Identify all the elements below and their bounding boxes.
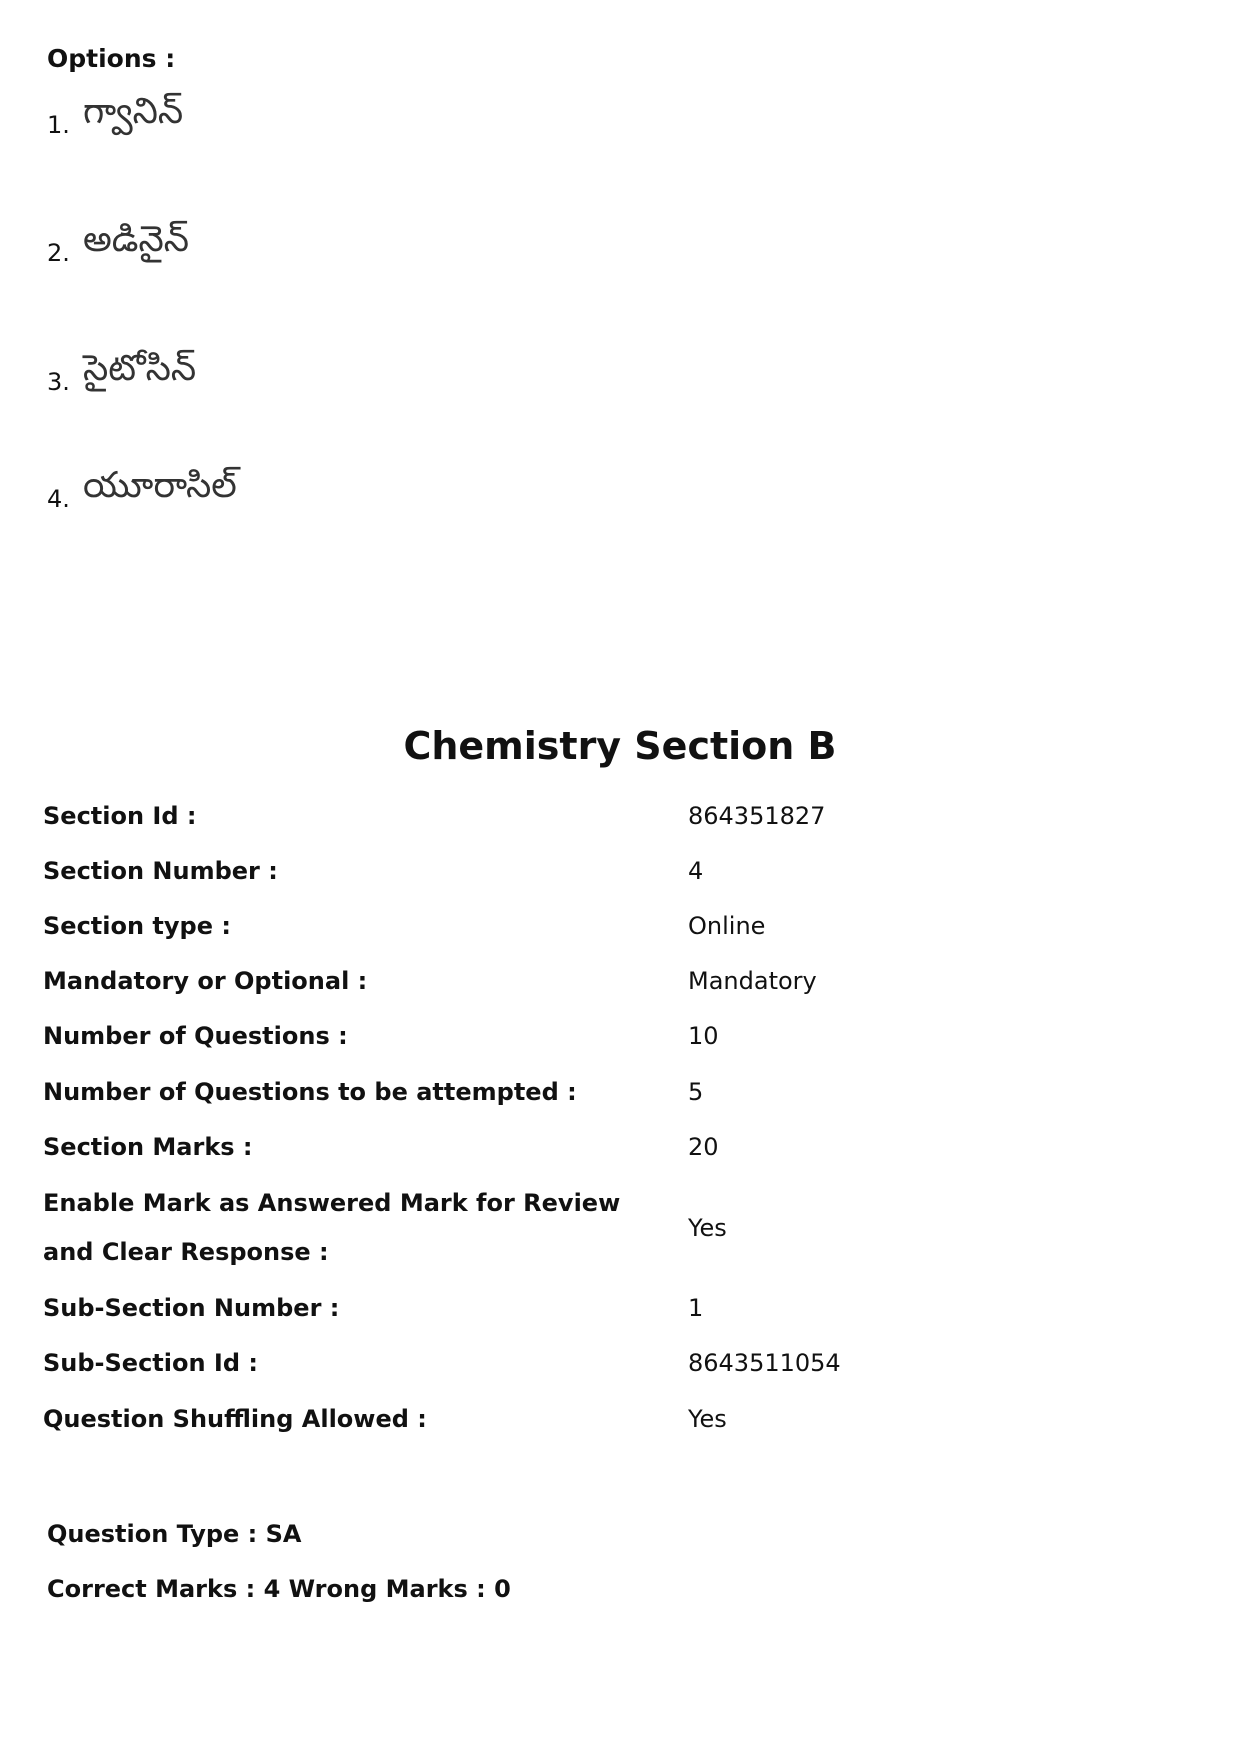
info-row-sub-section-number: [43, 1284, 1193, 1333]
info-row-section-id: [43, 792, 1193, 841]
option-3: [47, 348, 197, 397]
option-number: 4.: [47, 485, 70, 513]
info-key: Number of Questions :: [43, 1022, 348, 1050]
info-row-enable-mark: [43, 1179, 1193, 1277]
info-key: Section Id :: [43, 802, 197, 830]
info-value: 4: [688, 857, 704, 885]
option-text: యూరాసిల్: [83, 465, 237, 506]
option-1: [47, 91, 184, 140]
info-value: 20: [688, 1133, 719, 1161]
options-label: Options :: [47, 44, 176, 73]
info-value: Yes: [688, 1405, 727, 1433]
info-value: 8643511054: [688, 1349, 841, 1377]
info-key: Section Number :: [43, 857, 278, 885]
info-row-number-of-questions: [43, 1012, 1193, 1061]
info-key: Sub-Section Number :: [43, 1294, 340, 1322]
info-key: Section Marks :: [43, 1133, 253, 1161]
question-marks: Correct Marks : 4 Wrong Marks : 0: [47, 1575, 511, 1603]
option-number: 3.: [47, 368, 70, 396]
option-number: 1.: [47, 111, 70, 139]
info-key: Sub-Section Id :: [43, 1349, 258, 1377]
info-value: Online: [688, 912, 766, 940]
info-value: Mandatory: [688, 967, 817, 995]
info-key: Number of Questions to be attempted :: [43, 1078, 577, 1106]
info-key: Mandatory or Optional :: [43, 967, 368, 995]
info-key: Enable Mark as Answered Mark for Review and Clear Response :: [43, 1189, 621, 1266]
info-row-questions-to-attempt: [43, 1068, 1193, 1117]
section-title: Chemistry Section B: [403, 724, 837, 768]
option-4: [47, 465, 237, 514]
option-text: గ్వానిన్: [83, 91, 184, 132]
info-value: 864351827: [688, 802, 826, 830]
info-row-section-number: [43, 847, 1193, 896]
info-row-mandatory: [43, 957, 1193, 1006]
info-key: Question Shuffling Allowed :: [43, 1405, 427, 1433]
info-value: 10: [688, 1022, 719, 1050]
option-text: అడినైన్: [83, 219, 189, 260]
info-row-question-shuffling: [43, 1395, 1193, 1444]
info-row-section-type: [43, 902, 1193, 951]
info-value: 5: [688, 1078, 704, 1106]
info-row-sub-section-id: [43, 1339, 1193, 1388]
info-key: Section type :: [43, 912, 231, 940]
question-type: Question Type : SA: [47, 1520, 302, 1548]
option-2: [47, 219, 189, 268]
info-value: 1: [688, 1294, 704, 1322]
option-text: సైటోసిన్: [83, 348, 197, 389]
info-row-section-marks: [43, 1123, 1193, 1172]
option-number: 2.: [47, 239, 70, 267]
info-value: Yes: [688, 1213, 727, 1242]
